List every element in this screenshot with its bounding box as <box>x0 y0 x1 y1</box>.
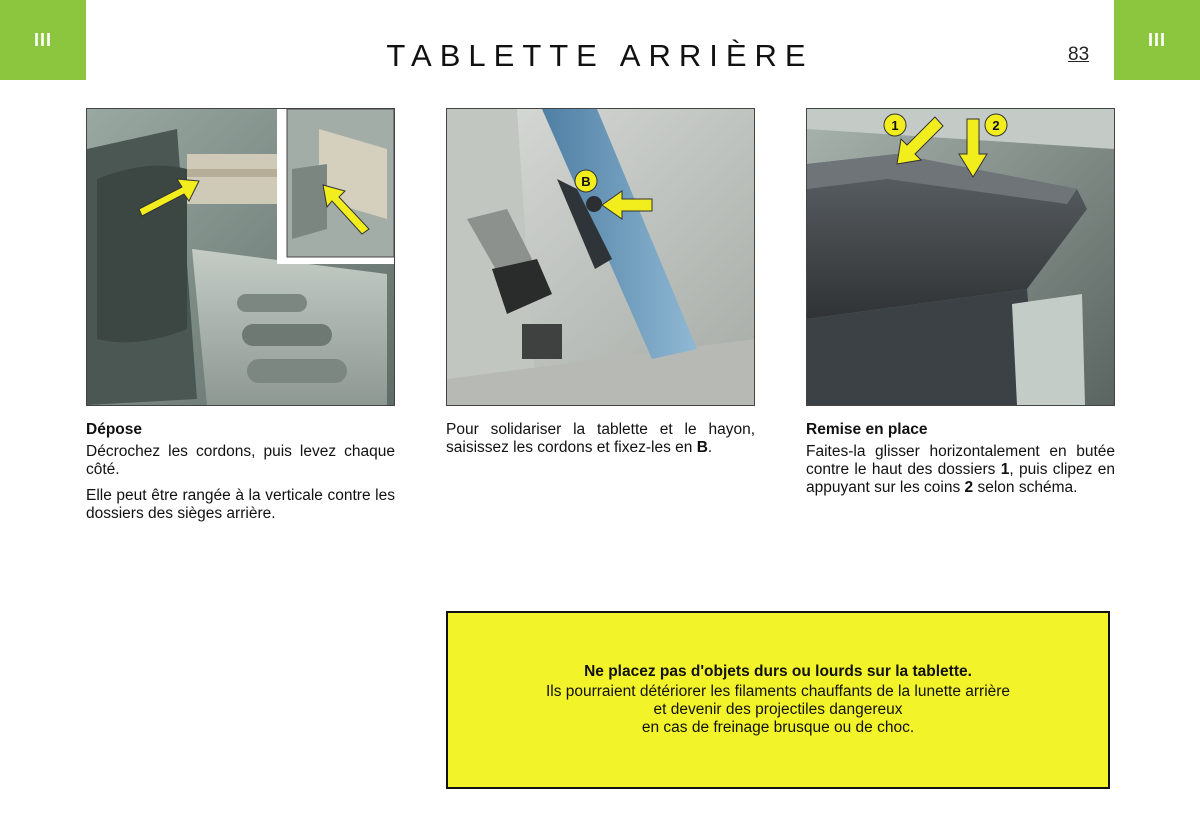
warning-box <box>446 611 1110 789</box>
section-fixation-text-a: Pour solidariser la tablette et le hayon, saisissez les cordons et fixez-les en <box>446 421 755 456</box>
section-depose-para1: Décrochez les cordons, puis levez chaque côté. <box>86 443 395 478</box>
figure-label-1: 1 <box>891 118 899 133</box>
figure-fixation-b <box>446 108 755 406</box>
figure-fixation-b-illustration <box>447 109 754 405</box>
chapter-tab-left-label: III <box>33 29 52 50</box>
section-remise-heading: Remise en place <box>806 421 928 438</box>
figure-remise-en-place <box>806 108 1115 406</box>
section-remise-bold-2: 2 <box>964 479 974 496</box>
page-number: 83 <box>1068 44 1090 65</box>
figure-label-b: B <box>581 174 591 189</box>
section-fixation-text <box>446 421 755 457</box>
section-fixation-text-end: . <box>707 439 713 456</box>
warning-title: Ne placez pas d'objets durs ou lourds sur la tablette. <box>584 663 972 680</box>
figure-depose <box>86 108 395 406</box>
section-remise-text-b: , puis clipez en appuyant sur les coins <box>806 461 1115 496</box>
section-remise-text-c: selon schéma. <box>973 479 1078 496</box>
figure-depose-illustration <box>87 109 394 405</box>
section-depose-para2: Elle peut être rangée à la verticale contre les dossiers des sièges arrière. <box>86 487 395 522</box>
section-fixation-bold-b: B <box>696 439 708 456</box>
section-depose-heading: Dépose <box>86 421 142 438</box>
section-fixation <box>446 421 755 465</box>
figure-label-2: 2 <box>992 118 1000 133</box>
warning-line-2: et devenir des projectiles dangereux <box>653 701 903 718</box>
warning-line-3: en cas de freinage brusque ou de choc. <box>641 719 915 736</box>
chapter-tab-right-label: III <box>1147 29 1166 50</box>
section-remise-text <box>806 443 1115 497</box>
page-title: TABLETTE ARRIÈRE <box>386 38 814 73</box>
section-remise <box>806 421 1115 505</box>
section-remise-bold-1: 1 <box>1000 461 1010 478</box>
figure-remise-illustration <box>807 109 1114 405</box>
section-depose <box>86 421 395 531</box>
warning-line-1: Ils pourraient détériorer les filaments chauffants de la lunette arrière <box>545 683 1011 700</box>
section-remise-text-a: Faites-la glisser horizontalement en butée contre le haut des dossiers <box>806 443 1115 478</box>
